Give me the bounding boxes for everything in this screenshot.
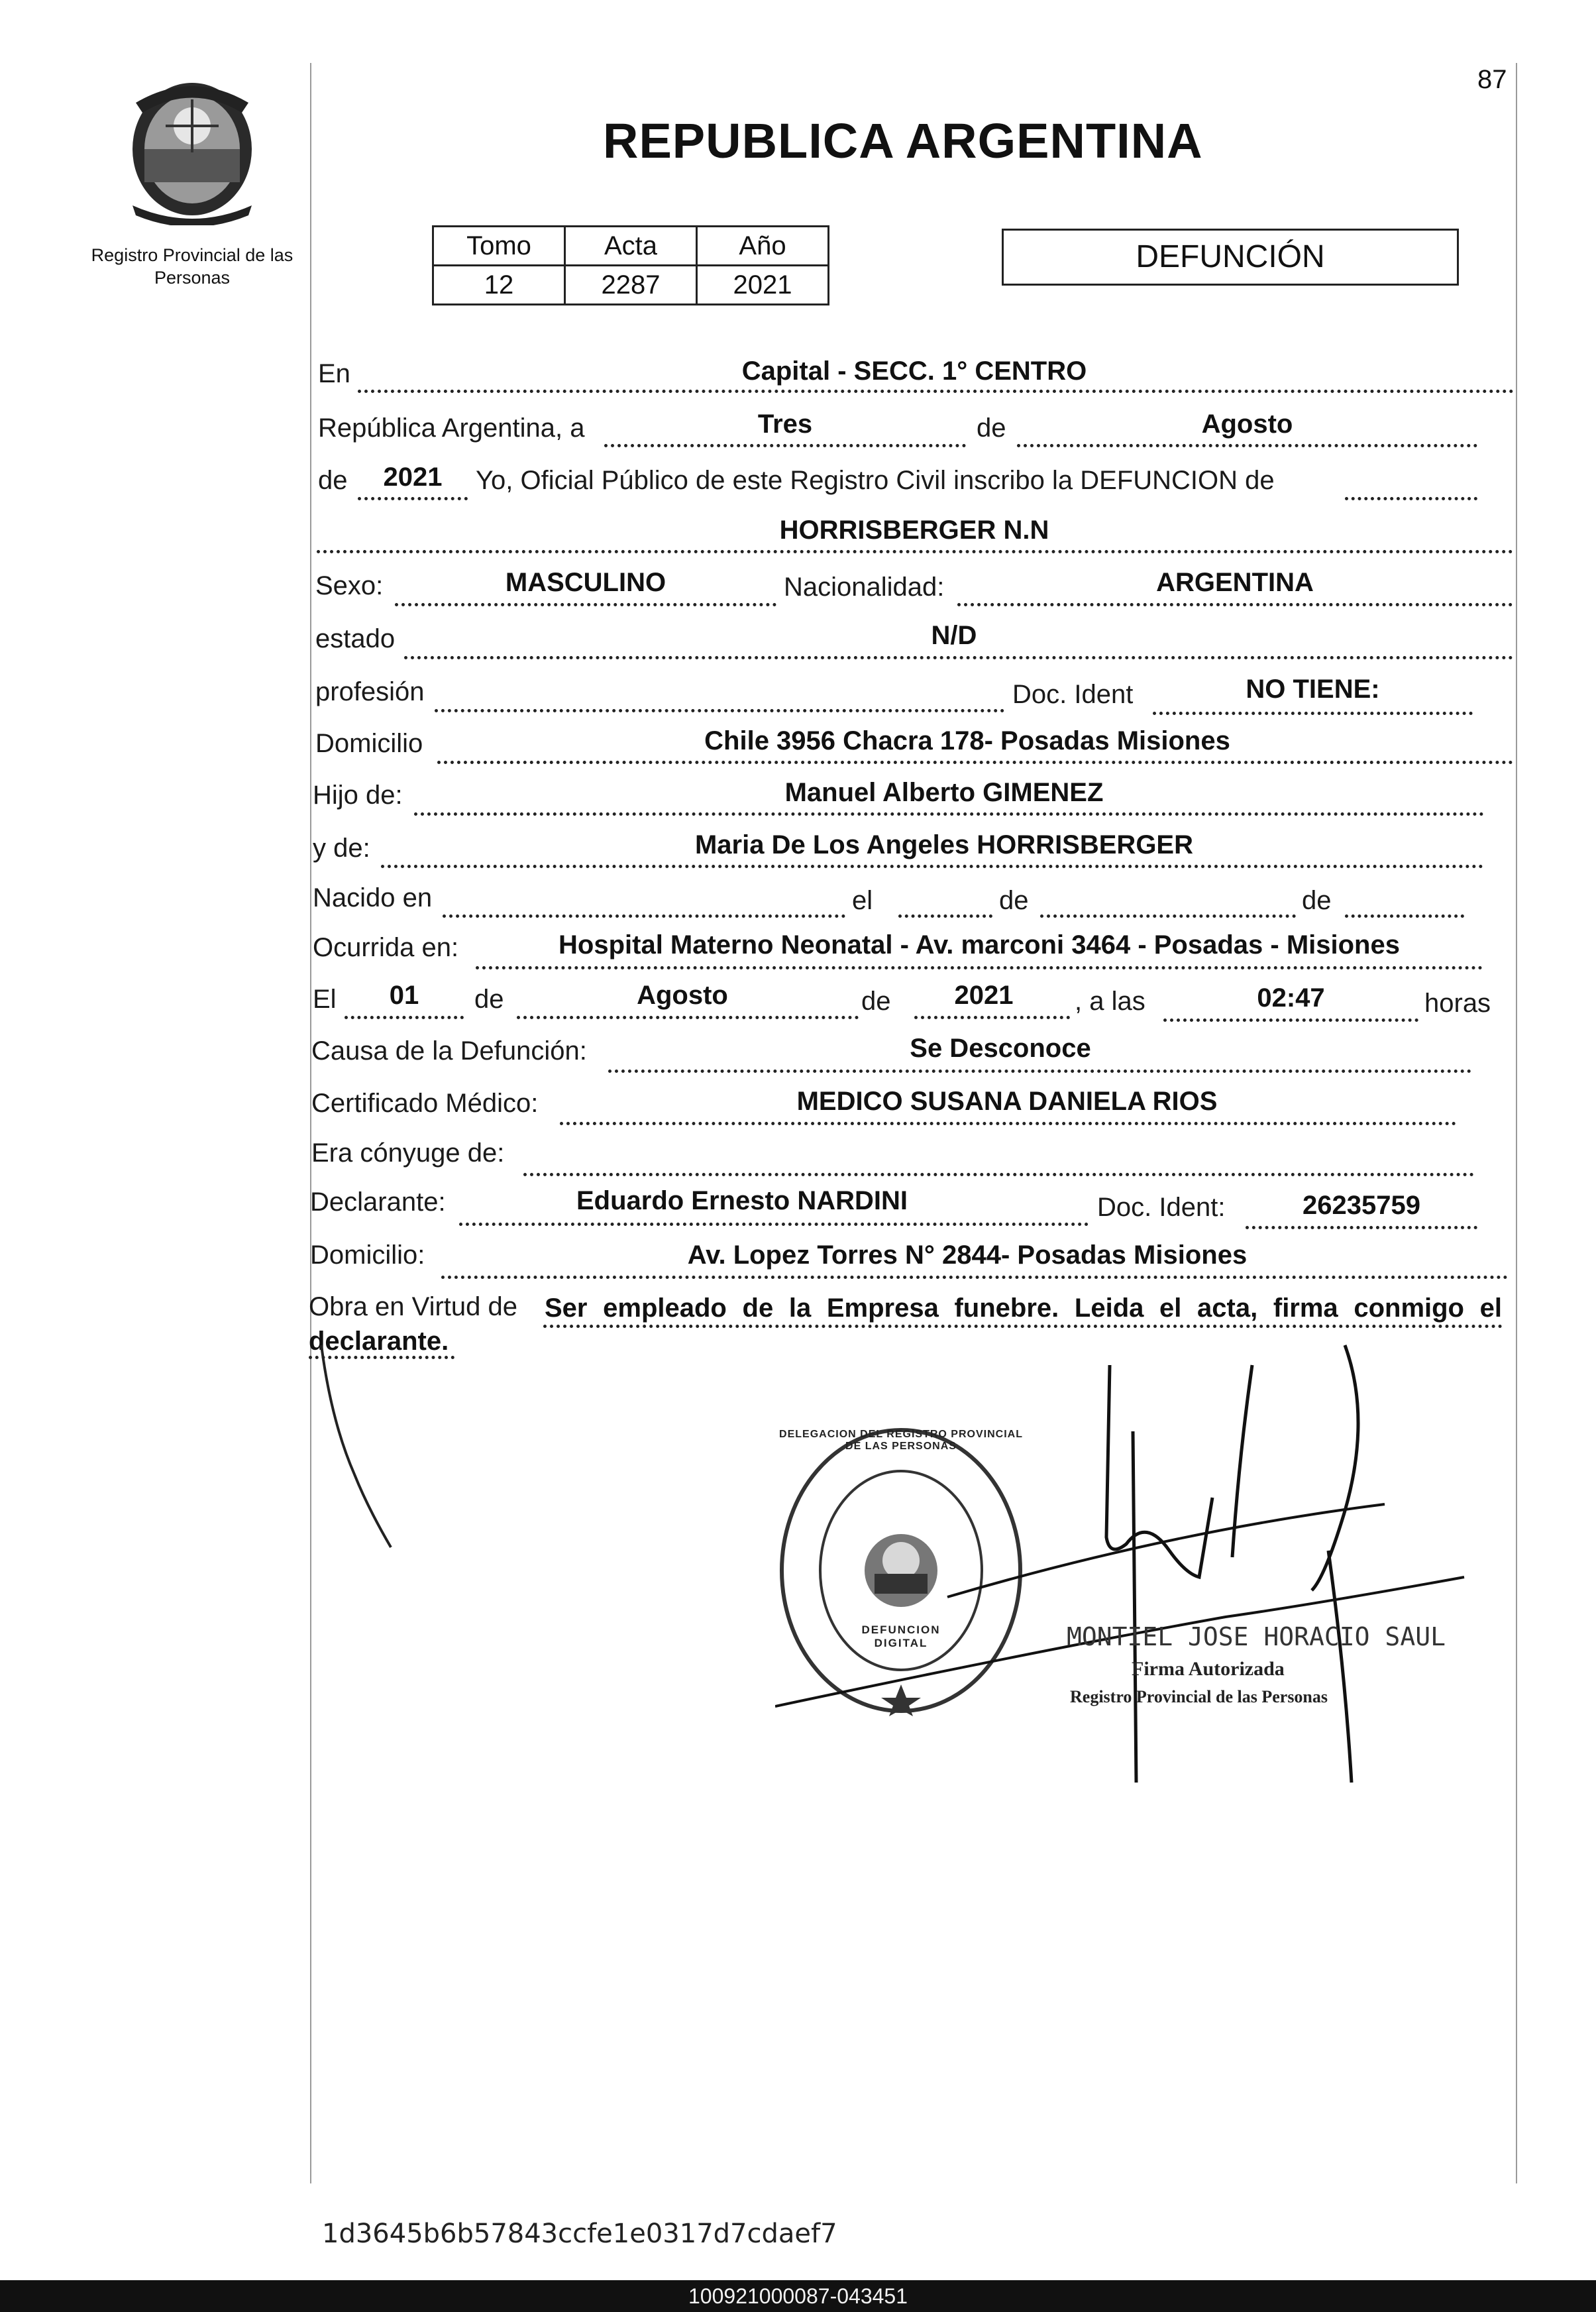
profesion-line — [435, 709, 1004, 712]
pen-stroke — [318, 1342, 411, 1554]
death-month-line — [517, 1016, 859, 1019]
certificado-label: Certificado Médico: — [311, 1089, 539, 1118]
doc-ident2-value: 26235759 — [1303, 1191, 1420, 1220]
month-value: Agosto — [1201, 410, 1293, 439]
month-line — [1017, 444, 1477, 447]
nacido-line — [443, 914, 845, 918]
domicilio-value: Chile 3956 Chacra 178- Posadas Misiones — [704, 726, 1230, 755]
ocurrida-line — [476, 966, 1483, 969]
nacido-year-line — [1345, 914, 1464, 918]
conyuge-line — [523, 1173, 1474, 1176]
province-logo — [119, 73, 265, 225]
register-header-tomo: Tomo — [433, 227, 565, 266]
doc-ident-label: Doc. Ident — [1012, 680, 1134, 709]
name-line — [317, 550, 1513, 553]
death-time-line — [1163, 1018, 1418, 1022]
profesion-label: profesión — [315, 677, 425, 706]
causa-line — [608, 1070, 1471, 1073]
causa-label: Causa de la Defunción: — [311, 1036, 587, 1066]
hijo-line — [414, 812, 1484, 816]
certificado-line — [560, 1122, 1456, 1125]
signatory-role: Firma Autorizada — [1132, 1658, 1285, 1680]
obra-value-line2: declarante. — [309, 1327, 449, 1356]
day-value: Tres — [757, 410, 813, 439]
el-label-2: El — [313, 985, 337, 1014]
domicilio2-line — [441, 1276, 1508, 1279]
en-label: En — [318, 359, 350, 388]
el-line — [898, 914, 992, 918]
death-year-line — [914, 1016, 1070, 1019]
en-value: Capital - SECC. 1° CENTRO — [741, 357, 1087, 386]
de-label-5: de — [474, 985, 504, 1014]
causa-value: Se Desconoce — [910, 1034, 1091, 1063]
signature — [775, 1339, 1477, 1802]
de-label-6: de — [861, 987, 891, 1016]
register-header-anio: Año — [697, 227, 829, 266]
obra-label: Obra en Virtud de — [309, 1292, 518, 1321]
de-label-4: de — [1302, 886, 1332, 915]
death-time: 02:47 — [1257, 983, 1325, 1013]
death-day: 01 — [389, 981, 419, 1010]
doc-ident2-label: Doc. Ident: — [1097, 1193, 1226, 1222]
footer-code: 100921000087-043451 — [0, 2280, 1596, 2312]
nacionalidad-label: Nacionalidad: — [784, 573, 945, 602]
register-header-acta: Acta — [565, 227, 697, 266]
sexo-value: MASCULINO — [505, 568, 666, 597]
doc-ident-value: NO TIENE: — [1246, 675, 1380, 704]
register-value-acta: 2287 — [565, 266, 697, 305]
de-label-2: de — [318, 466, 348, 495]
nacido-month-line — [1040, 914, 1296, 918]
register-value-tomo: 12 — [433, 266, 565, 305]
domicilio2-label: Domicilio: — [310, 1240, 425, 1270]
de-label-3: de — [999, 886, 1029, 915]
hijo-label: Hijo de: — [313, 781, 403, 810]
el-label: el — [852, 886, 873, 915]
ocurrida-label: Ocurrida en: — [313, 933, 459, 962]
obra-value-line1: Ser empleado de la Empresa funebre. Leida el acta, firma conmigo el — [545, 1294, 1502, 1323]
doc-ident-line — [1153, 712, 1473, 715]
death-year: 2021 — [954, 981, 1014, 1010]
certificado-value: MEDICO SUSANA DANIELA RIOS — [796, 1087, 1218, 1116]
stamp-inner-text: DEFUNCION DIGITAL — [861, 1624, 941, 1649]
death-month: Agosto — [637, 981, 728, 1010]
day-line — [604, 444, 966, 447]
right-margin-line — [1516, 63, 1517, 2183]
signatory-name: MONTIEL JOSE HORACIO SAUL — [1067, 1622, 1446, 1651]
declarante-label: Declarante: — [310, 1187, 446, 1217]
domicilio-line — [437, 761, 1513, 764]
horas-label: horas — [1424, 989, 1491, 1018]
domicilio2-value: Av. Lopez Torres N° 2844- Posadas Misiones — [687, 1240, 1248, 1270]
register-table — [432, 225, 829, 305]
left-margin-line — [310, 63, 311, 2183]
nacionalidad-line — [957, 603, 1513, 606]
stamp-outer-text: DELEGACION DEL REGISTRO PROVINCIAL DE LAS PERSONAS — [779, 1429, 1023, 1452]
declarante-line — [459, 1223, 1089, 1226]
page-number: 87 — [1477, 65, 1507, 94]
sexo-line — [395, 603, 776, 606]
year-line — [358, 497, 468, 500]
obra-line-1 — [543, 1325, 1503, 1328]
nacido-label: Nacido en — [313, 883, 433, 912]
declarante-value: Eduardo Ernesto NARDINI — [576, 1186, 908, 1215]
inscribo-line — [1345, 497, 1477, 500]
republica-label: República Argentina, a — [318, 413, 585, 443]
register-value-anio: 2021 — [697, 266, 829, 305]
nacionalidad-value: ARGENTINA — [1156, 568, 1314, 597]
alas-label: , a las — [1075, 987, 1145, 1016]
year-value: 2021 — [383, 463, 443, 492]
signatory-org: Registro Provincial de las Personas — [1070, 1687, 1328, 1706]
document-hash: 1d3645b6b57843ccfe1e0317d7cdaef7 — [322, 2219, 837, 2249]
page-title: REPUBLICA ARGENTINA — [603, 113, 1203, 168]
deceased-name: HORRISBERGER N.N — [779, 516, 1049, 545]
death-day-line — [345, 1016, 464, 1019]
inscribo-text: Yo, Oficial Público de este Registro Civil inscribo la DEFUNCION de — [476, 466, 1275, 495]
province-shield-icon — [119, 73, 265, 225]
doc-ident2-line — [1246, 1226, 1477, 1229]
de-label-1: de — [977, 413, 1006, 443]
yde-label: y de: — [313, 834, 370, 863]
hijo-value: Manuel Alberto GIMENEZ — [784, 778, 1104, 807]
estado-value: N/D — [931, 621, 977, 650]
domicilio-label: Domicilio — [315, 729, 423, 758]
estado-label: estado — [315, 624, 396, 653]
document-type-box: DEFUNCIÓN — [1002, 229, 1459, 286]
estado-line — [404, 656, 1513, 659]
ocurrida-value: Hospital Materno Neonatal - Av. marconi 3464 - Posadas - Misiones — [559, 930, 1400, 960]
yde-line — [381, 865, 1483, 868]
registry-name: Registro Provincial de las Personas — [91, 245, 293, 288]
yde-value: Maria De Los Angeles HORRISBERGER — [694, 830, 1193, 859]
conyuge-label: Era cónyuge de: — [311, 1138, 505, 1168]
sexo-label: Sexo: — [315, 571, 384, 600]
en-line — [358, 390, 1514, 393]
